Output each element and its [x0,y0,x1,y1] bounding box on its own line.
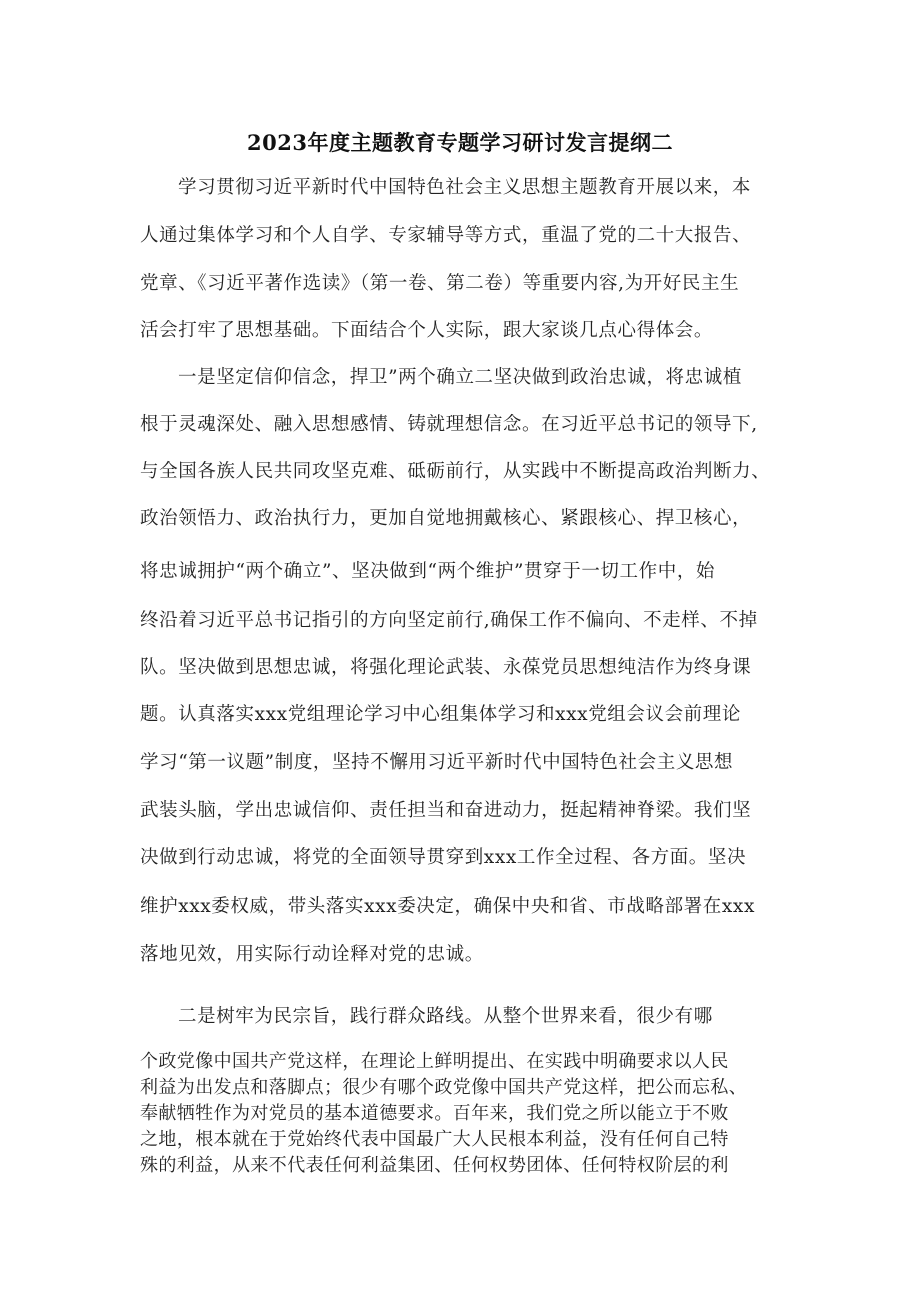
paragraph-1-line-3: 党章、《习近平著作选读》（第一卷、第二卷）等重要内容,为开好民主生 [140,273,740,294]
paragraph-2-line-3: 与全国各族人民共同攻坚克难、砥砺前行，从实践中不断提高政治判断力、 [140,461,771,482]
paragraph-3-line-2: 个政党像中国共产党这样，在理论上鲜明提出、在实践中明确要求以人民 [140,1051,729,1072]
paragraph-1-line-4: 活会打牢了思想基础。下面结合个人实际，跟大家谈几点心得体会。 [140,320,714,341]
paragraph-3-line-4: 奉献牺牲作为对党员的基本道德要求。百年来，我们党之所以能立于不败 [140,1103,729,1124]
paragraph-2-line-13: 落地见效，用实际行动诠释对党的忠诚。 [140,944,484,965]
paragraph-2-line-1: 一是坚定信仰信念，捍卫”两个确立二坚决做到政治忠诚，将忠诚植 [178,367,742,388]
paragraph-3-line-6: 殊的利益，从来不代表任何利益集团、任何权势团体、任何特权阶层的利 [140,1155,729,1176]
paragraph-1-line-1: 学习贯彻习近平新时代中国特色社会主义思想主题教育开展以来，本 [178,177,752,198]
paragraph-2-line-10: 武装头脑，学出忠诚信仰、责任担当和奋进动力，挺起精神脊梁。我们坚 [140,800,752,821]
paragraph-2-line-2: 根于灵魂深处、融入思想感情、铸就理想信念。在习近平总书记的领导下, [140,414,758,435]
paragraph-2-line-6: 终沿着习近平总书记指引的方向坚定前行,确保工作不偏向、不走样、不掉 [140,610,758,631]
paragraph-3-line-1: 二是树牢为民宗旨，践行群众路线。从整个世界来看，很少有哪 [178,1006,713,1027]
paragraph-2-line-9: 学习“第一议题”制度，坚持不懈用习近平新时代中国特色社会主义思想 [140,752,734,773]
paragraph-2-line-12: 维护xxx委权威，带头落实xxx委决定，确保中央和省、市战略部署在xxx [140,896,756,917]
paragraph-1-line-2: 人通过集体学习和个人自学、专家辅导等方式，重温了党的二十大报告、 [140,225,752,246]
paragraph-2-line-4: 政治领悟力、政治执行力，更加自觉地拥戴核心、紧跟核心、捍卫核心， [140,508,752,529]
paragraph-3-line-3: 利益为出发点和落脚点；很少有哪个政党像中国共产党这样，把公而忘私、 [140,1077,748,1098]
paragraph-2-line-7: 队。坚决做到思想忠诚，将强化理论武装、永葆党员思想纯洁作为终身课 [140,657,752,678]
paragraph-2-line-8: 题。认真落实xxx党组理论学习中心组集体学习和xxx党组会议会前理论 [140,704,742,725]
paragraph-2-line-11: 决做到行动忠诚，将党的全面领导贯穿到xxx工作全过程、各方面。坚决 [140,847,747,868]
paragraph-2-line-5: 将忠诚拥护“两个确立”、坚决做到“两个维护”贯穿于一切工作中，始 [140,561,716,582]
document-title: 2023年度主题教育专题学习研讨发言提纲二 [247,130,673,155]
paragraph-3-line-5: 之地，根本就在于党始终代表中国最广大人民根本利益，没有任何自己特 [140,1129,729,1150]
